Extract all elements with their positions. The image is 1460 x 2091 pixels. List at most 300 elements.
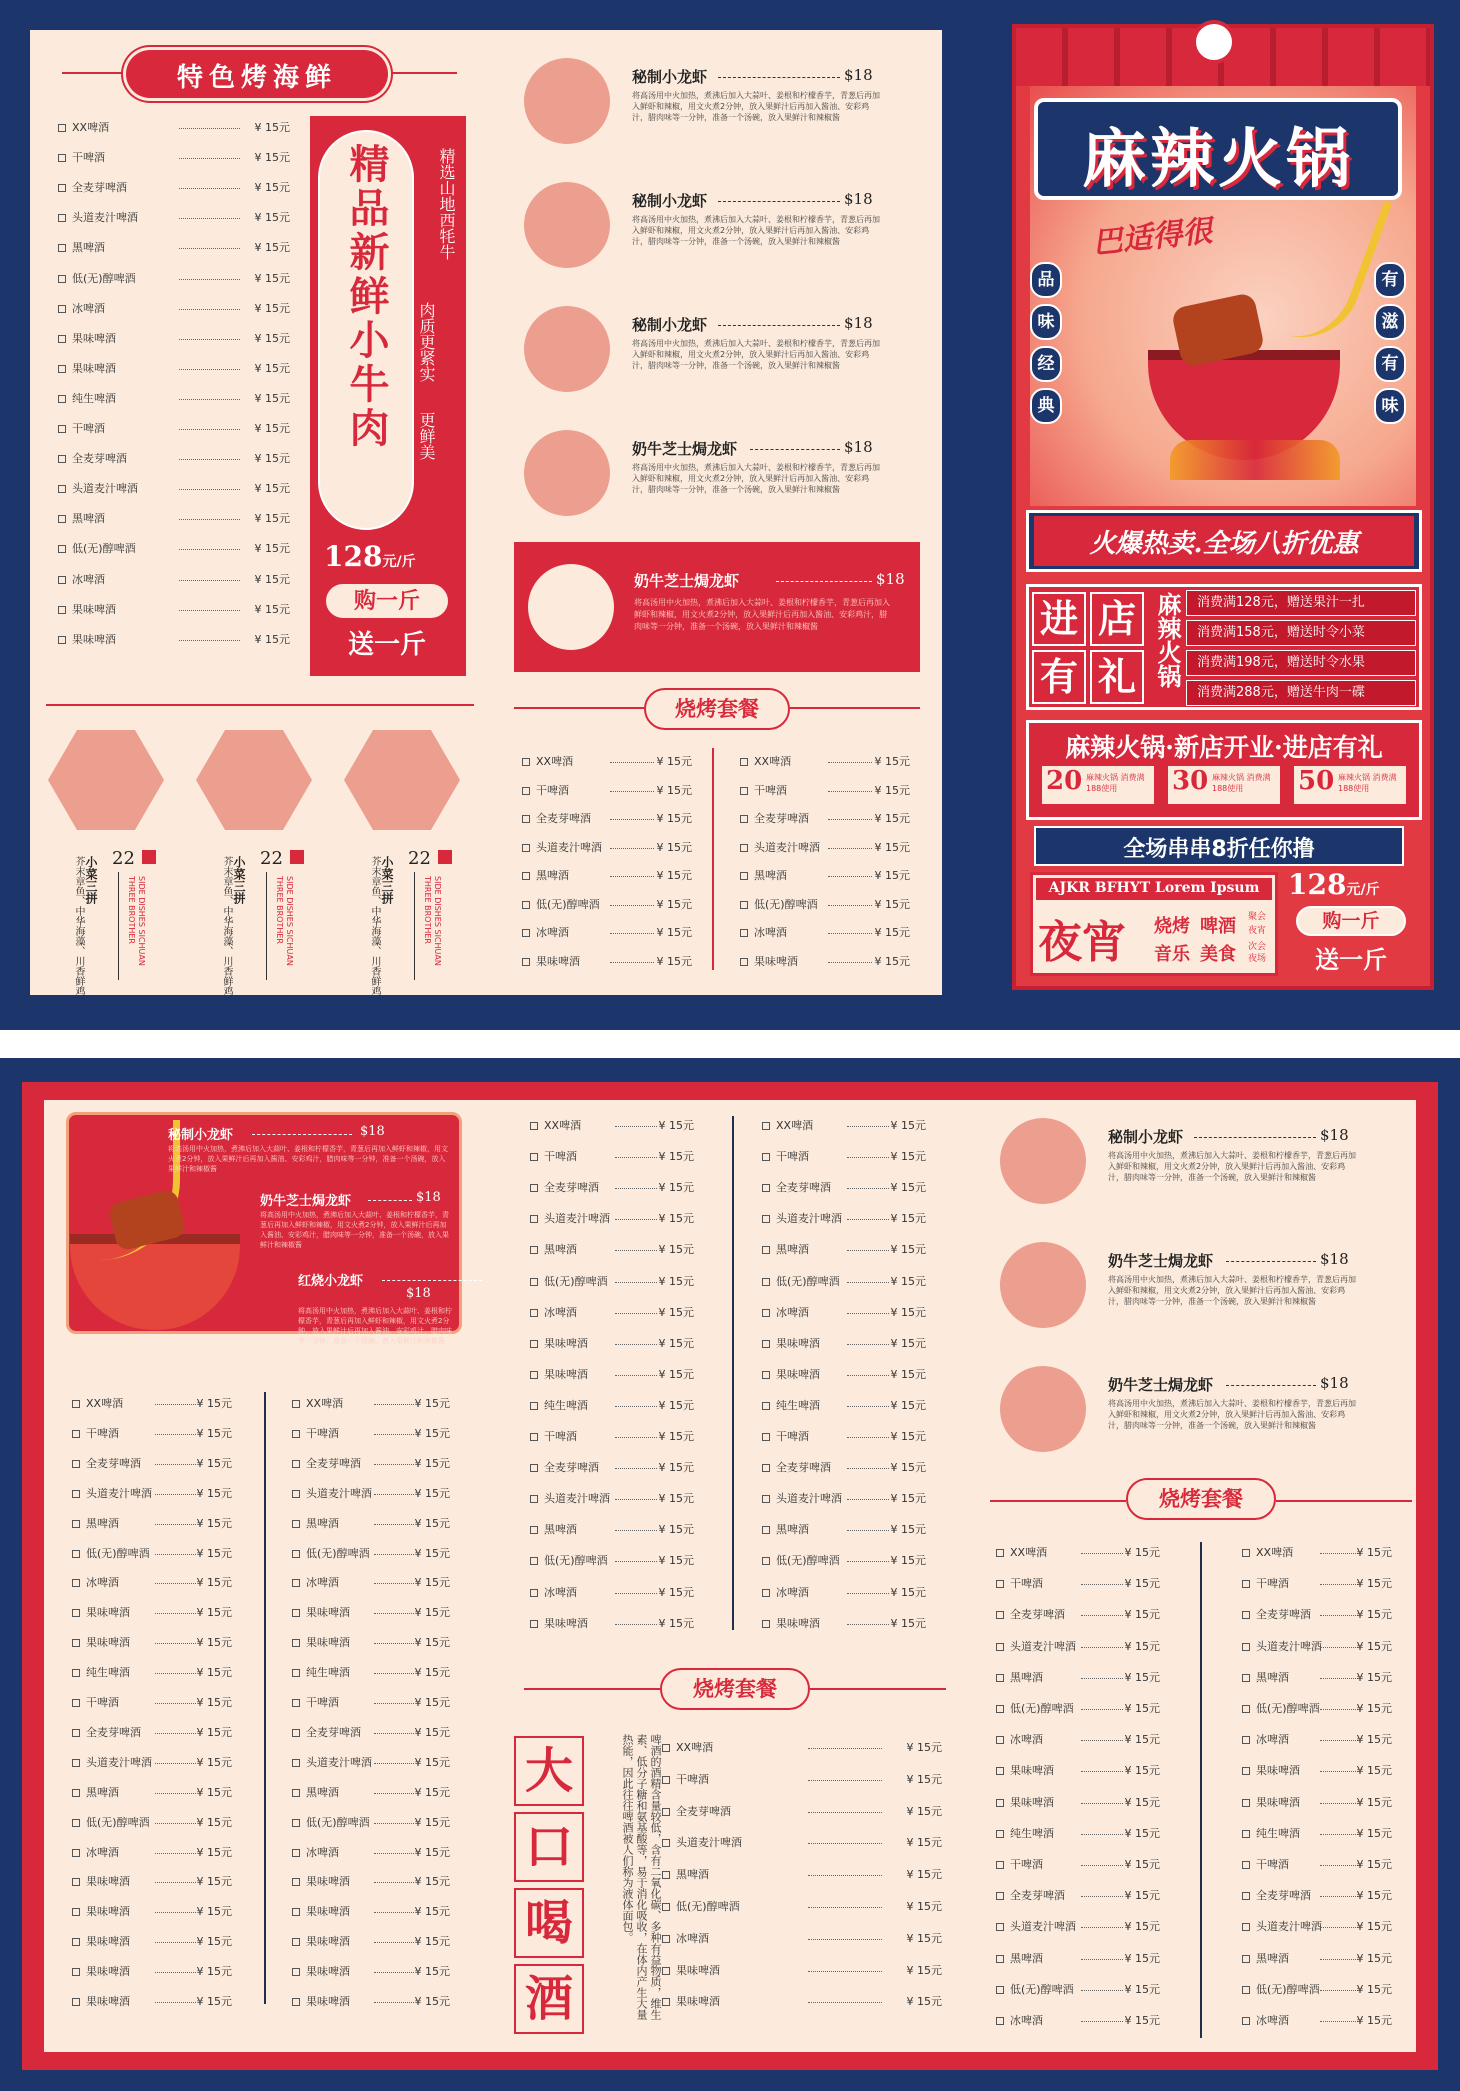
price-row[interactable]	[530, 1489, 694, 1509]
checkbox[interactable]	[58, 335, 66, 343]
price-row[interactable]	[996, 1730, 1160, 1750]
checkbox[interactable]	[762, 1278, 770, 1286]
checkbox[interactable]	[72, 1609, 80, 1617]
checkbox[interactable]	[762, 1433, 770, 1441]
price-row[interactable]	[530, 1178, 694, 1198]
price-row[interactable]	[292, 1932, 450, 1952]
checkbox[interactable]	[292, 1639, 300, 1647]
price-row[interactable]	[522, 781, 692, 801]
checkbox[interactable]	[662, 1776, 670, 1784]
price-row[interactable]	[1242, 1761, 1392, 1781]
price-row[interactable]	[58, 118, 290, 138]
price-row[interactable]	[1242, 1917, 1392, 1937]
price-row[interactable]	[996, 1668, 1160, 1688]
price-row[interactable]	[522, 809, 692, 829]
price-row[interactable]	[72, 1783, 232, 1803]
price-row[interactable]	[58, 148, 290, 168]
price-row[interactable]	[530, 1209, 694, 1229]
price-row[interactable]	[762, 1489, 926, 1509]
checkbox[interactable]	[530, 1246, 538, 1254]
checkbox[interactable]	[1242, 1799, 1250, 1807]
beef-buy-button[interactable]: 购一斤	[326, 584, 448, 618]
checkbox[interactable]	[58, 485, 66, 493]
checkbox[interactable]	[72, 1759, 80, 1767]
checkbox[interactable]	[530, 1433, 538, 1441]
checkbox[interactable]	[1242, 1767, 1250, 1775]
checkbox[interactable]	[522, 844, 530, 852]
price-row[interactable]	[530, 1334, 694, 1354]
price-row[interactable]	[1242, 1980, 1392, 2000]
checkbox[interactable]	[58, 576, 66, 584]
checkbox[interactable]	[72, 1908, 80, 1916]
checkbox[interactable]	[58, 184, 66, 192]
checkbox[interactable]	[292, 1430, 300, 1438]
price-row[interactable]	[1242, 1605, 1392, 1625]
price-row[interactable]	[1242, 1855, 1392, 1875]
price-row[interactable]	[740, 781, 910, 801]
checkbox[interactable]	[1242, 1830, 1250, 1838]
price-row[interactable]	[996, 1793, 1160, 1813]
price-row[interactable]	[530, 1520, 694, 1540]
checkbox[interactable]	[530, 1557, 538, 1565]
checkbox[interactable]	[996, 1767, 1004, 1775]
checkbox[interactable]	[740, 872, 748, 880]
price-row[interactable]	[72, 1633, 232, 1653]
checkbox[interactable]	[530, 1589, 538, 1597]
checkbox[interactable]	[530, 1122, 538, 1130]
price-row[interactable]	[662, 1929, 942, 1949]
checkbox[interactable]	[996, 1892, 1004, 1900]
price-row[interactable]	[762, 1427, 926, 1447]
price-row[interactable]	[72, 1484, 232, 1504]
checkbox[interactable]	[72, 1998, 80, 2006]
checkbox[interactable]	[996, 1643, 1004, 1651]
price-row[interactable]	[1242, 1824, 1392, 1844]
price-row[interactable]	[58, 570, 290, 590]
checkbox[interactable]	[996, 1830, 1004, 1838]
price-row[interactable]	[530, 1365, 694, 1385]
price-row[interactable]	[58, 329, 290, 349]
checkbox[interactable]	[292, 1669, 300, 1677]
price-row[interactable]	[740, 895, 910, 915]
checkbox[interactable]	[1242, 1611, 1250, 1619]
checkbox[interactable]	[1242, 2017, 1250, 2025]
price-row[interactable]	[292, 1633, 450, 1653]
price-row[interactable]	[762, 1272, 926, 1292]
price-row[interactable]	[72, 1394, 232, 1414]
price-row[interactable]	[292, 1663, 450, 1683]
checkbox[interactable]	[292, 1878, 300, 1886]
checkbox[interactable]	[72, 1819, 80, 1827]
checkbox[interactable]	[292, 1998, 300, 2006]
price-row[interactable]	[72, 1902, 232, 1922]
checkbox[interactable]	[1242, 1986, 1250, 1994]
checkbox[interactable]	[292, 1609, 300, 1617]
checkbox[interactable]	[662, 1967, 670, 1975]
checkbox[interactable]	[762, 1246, 770, 1254]
price-row[interactable]	[740, 752, 910, 772]
price-row[interactable]	[530, 1303, 694, 1323]
price-row[interactable]	[530, 1458, 694, 1478]
checkbox[interactable]	[522, 787, 530, 795]
price-row[interactable]	[762, 1551, 926, 1571]
checkbox[interactable]	[530, 1278, 538, 1286]
price-row[interactable]	[762, 1303, 926, 1323]
price-row[interactable]	[762, 1209, 926, 1229]
checkbox[interactable]	[1242, 1674, 1250, 1682]
price-row[interactable]	[292, 1603, 450, 1623]
price-row[interactable]	[1242, 1793, 1392, 1813]
checkbox[interactable]	[996, 2017, 1004, 2025]
checkbox[interactable]	[292, 1789, 300, 1797]
checkbox[interactable]	[762, 1340, 770, 1348]
checkbox[interactable]	[996, 1955, 1004, 1963]
price-row[interactable]	[740, 923, 910, 943]
price-row[interactable]	[72, 1843, 232, 1863]
price-row[interactable]	[762, 1334, 926, 1354]
price-row[interactable]	[662, 1802, 942, 1822]
price-row[interactable]	[762, 1178, 926, 1198]
checkbox[interactable]	[72, 1968, 80, 1976]
checkbox[interactable]	[996, 1861, 1004, 1869]
checkbox[interactable]	[58, 305, 66, 313]
checkbox[interactable]	[996, 1923, 1004, 1931]
price-row[interactable]	[58, 359, 290, 379]
checkbox[interactable]	[762, 1557, 770, 1565]
checkbox[interactable]	[740, 958, 748, 966]
price-row[interactable]	[58, 509, 290, 529]
cover-buy-button[interactable]: 购一斤	[1296, 906, 1406, 936]
checkbox[interactable]	[740, 929, 748, 937]
checkbox[interactable]	[530, 1371, 538, 1379]
checkbox[interactable]	[58, 275, 66, 283]
checkbox[interactable]	[530, 1340, 538, 1348]
price-row[interactable]	[996, 1980, 1160, 2000]
checkbox[interactable]	[72, 1669, 80, 1677]
checkbox[interactable]	[72, 1400, 80, 1408]
checkbox[interactable]	[292, 1968, 300, 1976]
price-row[interactable]	[762, 1583, 926, 1603]
checkbox[interactable]	[58, 455, 66, 463]
checkbox[interactable]	[662, 1998, 670, 2006]
checkbox[interactable]	[996, 1705, 1004, 1713]
checkbox[interactable]	[530, 1620, 538, 1628]
price-row[interactable]	[1242, 1949, 1392, 1969]
price-row[interactable]	[530, 1427, 694, 1447]
price-row[interactable]	[662, 1770, 942, 1790]
price-row[interactable]	[762, 1240, 926, 1260]
price-row[interactable]	[522, 866, 692, 886]
price-row[interactable]	[996, 1543, 1160, 1563]
checkbox[interactable]	[58, 606, 66, 614]
checkbox[interactable]	[292, 1460, 300, 1468]
checkbox[interactable]	[996, 1799, 1004, 1807]
price-row[interactable]	[530, 1551, 694, 1571]
checkbox[interactable]	[762, 1371, 770, 1379]
price-row[interactable]	[72, 1424, 232, 1444]
price-row[interactable]	[996, 1605, 1160, 1625]
price-row[interactable]	[58, 269, 290, 289]
checkbox[interactable]	[1242, 1955, 1250, 1963]
checkbox[interactable]	[72, 1490, 80, 1498]
checkbox[interactable]	[292, 1729, 300, 1737]
price-row[interactable]	[58, 389, 290, 409]
price-row[interactable]	[292, 1753, 450, 1773]
checkbox[interactable]	[58, 545, 66, 553]
price-row[interactable]	[996, 1949, 1160, 1969]
price-row[interactable]	[762, 1116, 926, 1136]
price-row[interactable]	[996, 1886, 1160, 1906]
checkbox[interactable]	[58, 636, 66, 644]
checkbox[interactable]	[530, 1153, 538, 1161]
checkbox[interactable]	[996, 1580, 1004, 1588]
price-row[interactable]	[530, 1272, 694, 1292]
checkbox[interactable]	[662, 1871, 670, 1879]
price-row[interactable]	[662, 1961, 942, 1981]
checkbox[interactable]	[996, 1736, 1004, 1744]
price-row[interactable]	[996, 1574, 1160, 1594]
checkbox[interactable]	[522, 872, 530, 880]
price-row[interactable]	[1242, 1574, 1392, 1594]
price-row[interactable]	[72, 1514, 232, 1534]
checkbox[interactable]	[1242, 1580, 1250, 1588]
price-row[interactable]	[996, 1637, 1160, 1657]
price-row[interactable]	[292, 1992, 450, 2012]
checkbox[interactable]	[522, 901, 530, 909]
checkbox[interactable]	[662, 1808, 670, 1816]
checkbox[interactable]	[72, 1520, 80, 1528]
price-row[interactable]	[72, 1992, 232, 2012]
price-row[interactable]	[292, 1454, 450, 1474]
checkbox[interactable]	[1242, 1643, 1250, 1651]
price-row[interactable]	[292, 1962, 450, 1982]
price-row[interactable]	[662, 1738, 942, 1758]
checkbox[interactable]	[996, 1674, 1004, 1682]
checkbox[interactable]	[530, 1215, 538, 1223]
price-row[interactable]	[292, 1813, 450, 1833]
price-row[interactable]	[1242, 1668, 1392, 1688]
checkbox[interactable]	[58, 365, 66, 373]
checkbox[interactable]	[530, 1495, 538, 1503]
price-row[interactable]	[292, 1573, 450, 1593]
checkbox[interactable]	[762, 1589, 770, 1597]
price-row[interactable]	[72, 1753, 232, 1773]
checkbox[interactable]	[58, 244, 66, 252]
price-row[interactable]	[58, 178, 290, 198]
checkbox[interactable]	[292, 1579, 300, 1587]
price-row[interactable]	[996, 1824, 1160, 1844]
price-row[interactable]	[292, 1723, 450, 1743]
checkbox[interactable]	[292, 1490, 300, 1498]
price-row[interactable]	[58, 238, 290, 258]
price-row[interactable]	[662, 1865, 942, 1885]
price-row[interactable]	[292, 1514, 450, 1534]
price-row[interactable]	[58, 299, 290, 319]
price-row[interactable]	[72, 1693, 232, 1713]
price-row[interactable]	[58, 449, 290, 469]
checkbox[interactable]	[522, 815, 530, 823]
price-row[interactable]	[292, 1783, 450, 1803]
price-row[interactable]	[292, 1693, 450, 1713]
checkbox[interactable]	[530, 1464, 538, 1472]
price-row[interactable]	[72, 1872, 232, 1892]
checkbox[interactable]	[530, 1184, 538, 1192]
price-row[interactable]	[72, 1544, 232, 1564]
price-row[interactable]	[740, 838, 910, 858]
price-row[interactable]	[292, 1544, 450, 1564]
checkbox[interactable]	[72, 1460, 80, 1468]
price-row[interactable]	[662, 1897, 942, 1917]
price-row[interactable]	[1242, 1637, 1392, 1657]
price-row[interactable]	[72, 1663, 232, 1683]
checkbox[interactable]	[72, 1938, 80, 1946]
checkbox[interactable]	[1242, 1705, 1250, 1713]
price-row[interactable]	[996, 2011, 1160, 2031]
checkbox[interactable]	[530, 1309, 538, 1317]
price-row[interactable]	[522, 895, 692, 915]
checkbox[interactable]	[292, 1520, 300, 1528]
checkbox[interactable]	[740, 815, 748, 823]
checkbox[interactable]	[996, 1986, 1004, 1994]
checkbox[interactable]	[762, 1122, 770, 1130]
price-row[interactable]	[292, 1484, 450, 1504]
checkbox[interactable]	[762, 1402, 770, 1410]
checkbox[interactable]	[72, 1729, 80, 1737]
price-row[interactable]	[522, 838, 692, 858]
price-row[interactable]	[72, 1573, 232, 1593]
price-row[interactable]	[58, 539, 290, 559]
checkbox[interactable]	[522, 929, 530, 937]
checkbox[interactable]	[58, 515, 66, 523]
checkbox[interactable]	[662, 1903, 670, 1911]
checkbox[interactable]	[72, 1579, 80, 1587]
checkbox[interactable]	[662, 1935, 670, 1943]
checkbox[interactable]	[292, 1550, 300, 1558]
checkbox[interactable]	[58, 124, 66, 132]
checkbox[interactable]	[292, 1400, 300, 1408]
checkbox[interactable]	[1242, 1549, 1250, 1557]
price-row[interactable]	[530, 1583, 694, 1603]
price-row[interactable]	[522, 952, 692, 972]
checkbox[interactable]	[292, 1819, 300, 1827]
checkbox[interactable]	[72, 1639, 80, 1647]
price-row[interactable]	[522, 752, 692, 772]
price-row[interactable]	[1242, 1730, 1392, 1750]
checkbox[interactable]	[762, 1464, 770, 1472]
checkbox[interactable]	[1242, 1923, 1250, 1931]
checkbox[interactable]	[740, 844, 748, 852]
price-row[interactable]	[72, 1813, 232, 1833]
checkbox[interactable]	[292, 1849, 300, 1857]
price-row[interactable]	[530, 1614, 694, 1634]
price-row[interactable]	[72, 1723, 232, 1743]
checkbox[interactable]	[1242, 1892, 1250, 1900]
price-row[interactable]	[530, 1240, 694, 1260]
price-row[interactable]	[530, 1116, 694, 1136]
checkbox[interactable]	[762, 1153, 770, 1161]
checkbox[interactable]	[662, 1839, 670, 1847]
price-row[interactable]	[762, 1458, 926, 1478]
price-row[interactable]	[72, 1932, 232, 1952]
price-row[interactable]	[72, 1454, 232, 1474]
price-row[interactable]	[662, 1833, 942, 1853]
checkbox[interactable]	[762, 1309, 770, 1317]
price-row[interactable]	[740, 952, 910, 972]
price-row[interactable]	[72, 1603, 232, 1623]
price-row[interactable]	[58, 419, 290, 439]
price-row[interactable]	[996, 1699, 1160, 1719]
checkbox[interactable]	[1242, 1736, 1250, 1744]
price-row[interactable]	[58, 630, 290, 650]
checkbox[interactable]	[1242, 1861, 1250, 1869]
checkbox[interactable]	[740, 901, 748, 909]
checkbox[interactable]	[996, 1549, 1004, 1557]
checkbox[interactable]	[530, 1402, 538, 1410]
checkbox[interactable]	[662, 1744, 670, 1752]
checkbox[interactable]	[58, 425, 66, 433]
price-row[interactable]	[1242, 1543, 1392, 1563]
checkbox[interactable]	[762, 1215, 770, 1223]
price-row[interactable]	[762, 1520, 926, 1540]
price-row[interactable]	[996, 1917, 1160, 1937]
checkbox[interactable]	[292, 1938, 300, 1946]
checkbox[interactable]	[292, 1699, 300, 1707]
price-row[interactable]	[292, 1872, 450, 1892]
price-row[interactable]	[740, 809, 910, 829]
checkbox[interactable]	[292, 1759, 300, 1767]
checkbox[interactable]	[762, 1526, 770, 1534]
checkbox[interactable]	[522, 758, 530, 766]
price-row[interactable]	[1242, 2011, 1392, 2031]
price-row[interactable]	[522, 923, 692, 943]
price-row[interactable]	[58, 600, 290, 620]
checkbox[interactable]	[762, 1184, 770, 1192]
price-row[interactable]	[58, 208, 290, 228]
price-row[interactable]	[58, 479, 290, 499]
checkbox[interactable]	[72, 1789, 80, 1797]
price-row[interactable]	[530, 1147, 694, 1167]
checkbox[interactable]	[762, 1495, 770, 1503]
checkbox[interactable]	[72, 1699, 80, 1707]
checkbox[interactable]	[530, 1526, 538, 1534]
checkbox[interactable]	[740, 758, 748, 766]
checkbox[interactable]	[72, 1849, 80, 1857]
checkbox[interactable]	[58, 395, 66, 403]
price-row[interactable]	[996, 1761, 1160, 1781]
checkbox[interactable]	[72, 1878, 80, 1886]
checkbox[interactable]	[58, 214, 66, 222]
checkbox[interactable]	[762, 1620, 770, 1628]
price-row[interactable]	[762, 1365, 926, 1385]
price-row[interactable]	[530, 1396, 694, 1416]
price-row[interactable]	[740, 866, 910, 886]
checkbox[interactable]	[740, 787, 748, 795]
price-row[interactable]	[762, 1396, 926, 1416]
price-row[interactable]	[292, 1843, 450, 1863]
checkbox[interactable]	[72, 1550, 80, 1558]
price-row[interactable]	[1242, 1886, 1392, 1906]
price-row[interactable]	[292, 1902, 450, 1922]
price-row[interactable]	[762, 1147, 926, 1167]
price-row[interactable]	[1242, 1699, 1392, 1719]
checkbox[interactable]	[522, 958, 530, 966]
price-row[interactable]	[662, 1992, 942, 2012]
price-row[interactable]	[292, 1424, 450, 1444]
checkbox[interactable]	[58, 154, 66, 162]
price-row[interactable]	[72, 1962, 232, 1982]
price-row[interactable]	[996, 1855, 1160, 1875]
checkbox[interactable]	[292, 1908, 300, 1916]
